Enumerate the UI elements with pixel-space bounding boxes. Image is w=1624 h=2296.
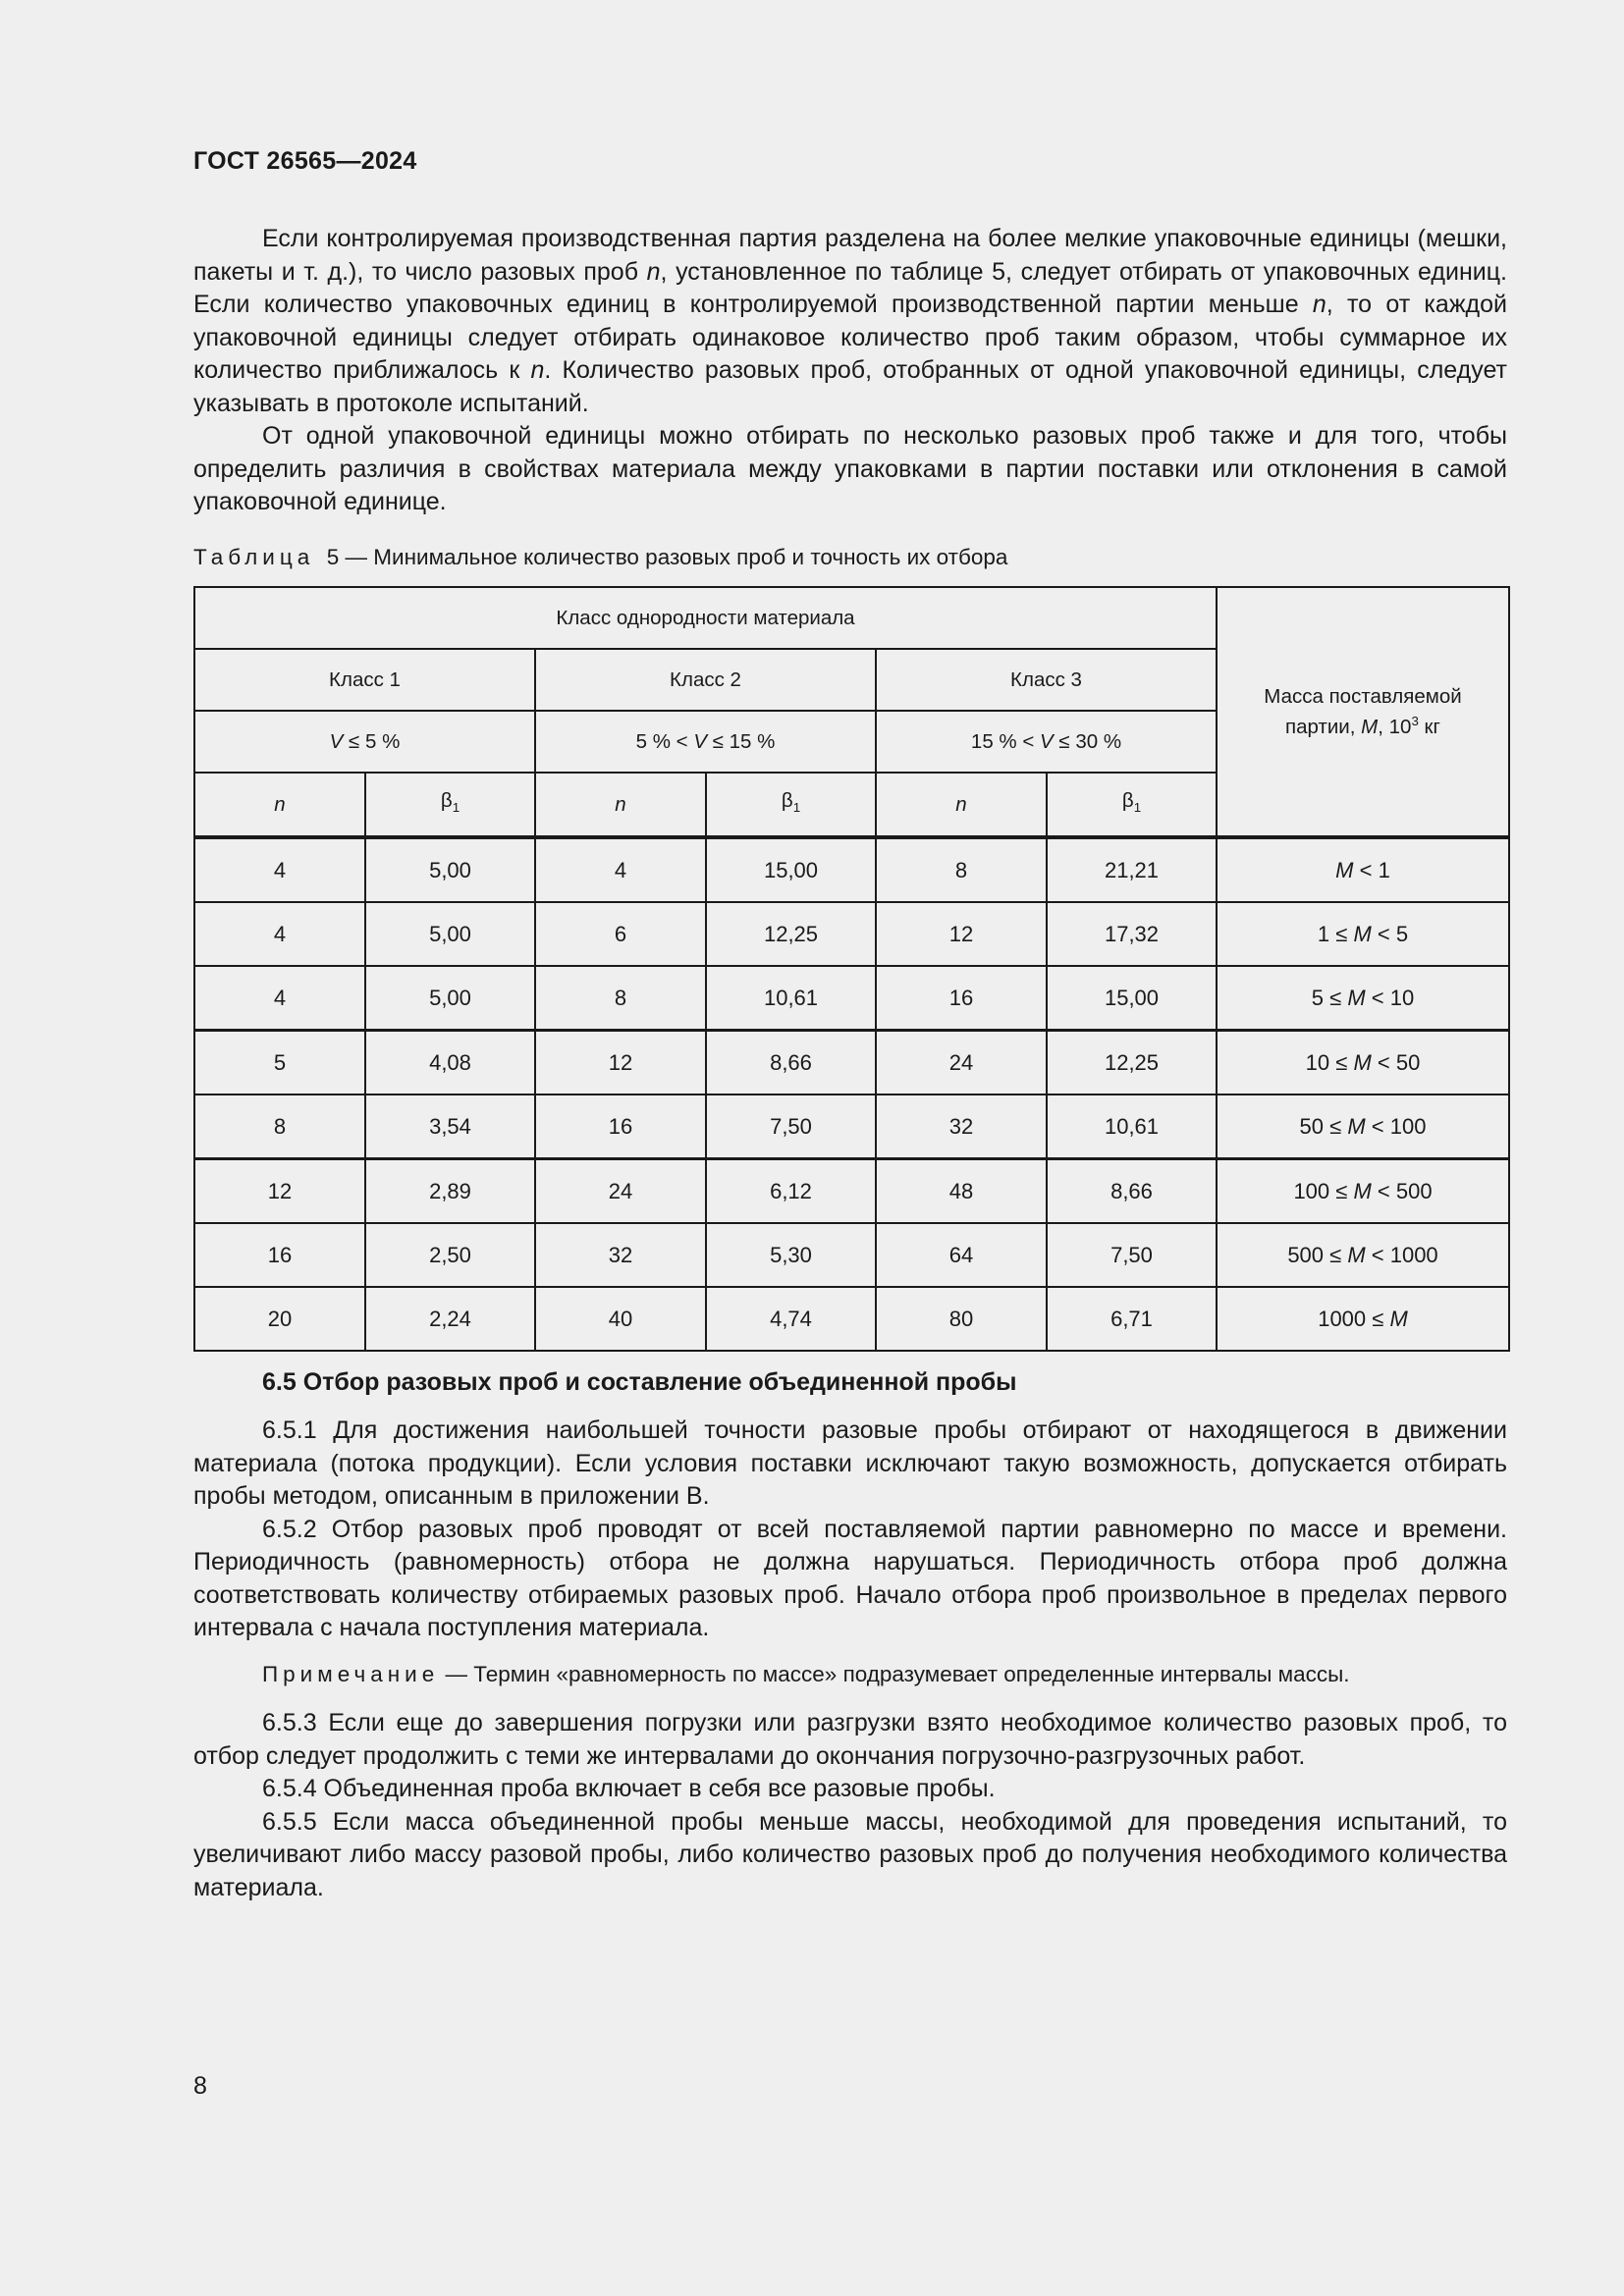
cell-b1: 2,89 (365, 1159, 535, 1224)
paragraph-6-5-4: 6.5.4 Объединенная проба включает в себя все разовые пробы. (262, 1775, 996, 1802)
cell-n2: 12 (535, 1031, 706, 1095)
cell-b1: 2,24 (365, 1287, 535, 1351)
table-row (194, 966, 1509, 1031)
cell-b3: 7,50 (1047, 1223, 1217, 1287)
header-n-1: n (194, 773, 365, 837)
cell-b3: 17,32 (1047, 902, 1217, 966)
cell-mass: 500 ≤ M < 1000 (1217, 1223, 1509, 1287)
section-text-a (193, 1415, 1507, 1645)
cell-mass: 100 ≤ M < 500 (1217, 1159, 1509, 1224)
paragraph-6-5-1: 6.5.1 Для достижения наибольшей точности разовые пробы отбирают от находящегося в движении материала (потока продукции). Если условия поставки исключают такую возможность, допускается отбирать пробы методом, описанным в приложении В. (193, 1416, 1507, 1510)
cell-b2: 4,74 (706, 1287, 876, 1351)
paragraph-6-5-5: 6.5.5 Если масса объединенной пробы меньше массы, необходимой для проведения испытаний, то увеличивают либо массу разовой пробы, либо количество разовых проб до получения необходимого количества материала. (193, 1807, 1507, 1901)
cell-b2: 5,30 (706, 1223, 876, 1287)
cell-n1: 8 (194, 1095, 365, 1159)
cell-mass: M < 1 (1217, 837, 1509, 902)
cell-n3: 24 (876, 1031, 1047, 1095)
header-range-2: 5 % < V ≤ 15 % (535, 711, 876, 773)
cell-b1: 2,50 (365, 1223, 535, 1287)
sampling-table (193, 586, 1510, 1352)
cell-mass: 5 ≤ M < 10 (1217, 966, 1509, 1031)
header-n-3: n (876, 773, 1047, 837)
cell-b1: 5,00 (365, 837, 535, 902)
cell-n3: 16 (876, 966, 1047, 1031)
cell-b3: 21,21 (1047, 837, 1217, 902)
cell-b1: 4,08 (365, 1031, 535, 1095)
section-title: 6.5 Отбор разовых проб и составление объединенной пробы (262, 1368, 1017, 1396)
document-header: ГОСТ 26565—2024 (193, 147, 417, 175)
cell-b3: 15,00 (1047, 966, 1217, 1031)
header-class-1: Класс 1 (194, 649, 535, 711)
header-n-2: n (535, 773, 706, 837)
table-row (194, 1223, 1509, 1287)
cell-n3: 64 (876, 1223, 1047, 1287)
cell-n1: 5 (194, 1031, 365, 1095)
cell-n1: 16 (194, 1223, 365, 1287)
cell-b2: 6,12 (706, 1159, 876, 1224)
cell-b2: 8,66 (706, 1031, 876, 1095)
table-row (194, 1095, 1509, 1159)
intro-paragraph-2: От одной упаковочной единицы можно отбирать по несколько разовых проб также и для того, чтобы определить различия в свойствах материала между упаковками в партии поставки или отклонения в самой упаковочной единице. (193, 422, 1507, 515)
cell-mass: 1 ≤ M < 5 (1217, 902, 1509, 966)
header-class-2: Класс 2 (535, 649, 876, 711)
table-row (194, 837, 1509, 902)
cell-b1: 5,00 (365, 902, 535, 966)
cell-b2: 15,00 (706, 837, 876, 902)
intro-text (193, 223, 1507, 519)
table-row (194, 1287, 1509, 1351)
cell-b2: 7,50 (706, 1095, 876, 1159)
cell-b3: 8,66 (1047, 1159, 1217, 1224)
cell-mass: 50 ≤ M < 100 (1217, 1095, 1509, 1159)
cell-n2: 32 (535, 1223, 706, 1287)
header-homogeneity-class: Класс однородности материала (194, 587, 1217, 649)
cell-b3: 6,71 (1047, 1287, 1217, 1351)
note-text: — Термин «равномерность по массе» подразумевает определенные интервалы массы. (439, 1662, 1350, 1686)
cell-n1: 12 (194, 1159, 365, 1224)
header-range-1: V ≤ 5 % (194, 711, 535, 773)
cell-n1: 4 (194, 902, 365, 966)
cell-b3: 12,25 (1047, 1031, 1217, 1095)
note-label: Примечание (262, 1662, 440, 1686)
header-beta-3: $\beta_1$ (1047, 773, 1217, 837)
intro-paragraph-1: Если контролируемая производственная партия разделена на более мелкие упаковочные единицы (мешки, пакеты и т. д.), то число разовых проб n, установленное по таблице 5, следует отбирать от упаковочных единиц. Если количество упаковочных единиц в контролируемой производственной партии меньше n, то от каждой упаковочной единицы следует отбирать одинаковое количество проб таким образом, чтобы суммарное их количество приближалось к n. Количество разовых проб, отобранных от одной упаковочной единицы, следует указывать в протоколе испытаний. (193, 225, 1507, 417)
header-beta-2: $\beta_1$ (706, 773, 876, 837)
cell-n2: 8 (535, 966, 706, 1031)
note (262, 1662, 1350, 1687)
cell-n2: 4 (535, 837, 706, 902)
cell-n3: 12 (876, 902, 1047, 966)
cell-n2: 24 (535, 1159, 706, 1224)
header-range-3: 15 % < V ≤ 30 % (876, 711, 1217, 773)
cell-n2: 40 (535, 1287, 706, 1351)
paragraph-6-5-3: 6.5.3 Если еще до завершения погрузки или разгрузки взято необходимое количество разовых проб, то отбор следует продолжить с теми же интервалами до окончания погрузочно-разгрузочных работ. (193, 1709, 1507, 1770)
header-batch-mass: Масса поставляемой партии, M, $10^3$ кг (1217, 587, 1509, 837)
table-row (194, 1159, 1509, 1224)
cell-n3: 48 (876, 1159, 1047, 1224)
cell-n1: 4 (194, 966, 365, 1031)
cell-mass: 10 ≤ M < 50 (1217, 1031, 1509, 1095)
table-caption: Таблица 5 — Минимальное количество разовых проб и точность их отбора (193, 545, 1008, 569)
cell-b1: 5,00 (365, 966, 535, 1031)
cell-n2: 16 (535, 1095, 706, 1159)
paragraph-6-5-2: 6.5.2 Отбор разовых проб проводят от всей поставляемой партии равномерно по массе и времени. Периодичность (равномерность) отбора не должна нарушаться. Периодичность отбора проб должна соответствовать количеству отбираемых разовых проб. Начало отбора проб произвольное в пределах первого интервала с начала поступления материала. (193, 1515, 1507, 1641)
cell-n3: 32 (876, 1095, 1047, 1159)
header-class-3: Класс 3 (876, 649, 1217, 711)
cell-b2: 12,25 (706, 902, 876, 966)
header-beta-1: $\beta_1$ (365, 773, 535, 837)
cell-n2: 6 (535, 902, 706, 966)
cell-n3: 80 (876, 1287, 1047, 1351)
cell-b1: 3,54 (365, 1095, 535, 1159)
page-number: 8 (193, 2072, 207, 2100)
table-header-row (194, 587, 1509, 649)
cell-n1: 4 (194, 837, 365, 902)
cell-b3: 10,61 (1047, 1095, 1217, 1159)
cell-mass: 1000 ≤ M (1217, 1287, 1509, 1351)
cell-n1: 20 (194, 1287, 365, 1351)
table-row (194, 1031, 1509, 1095)
cell-n3: 8 (876, 837, 1047, 902)
cell-b2: 10,61 (706, 966, 876, 1031)
section-text-b (193, 1707, 1507, 1904)
table-row (194, 902, 1509, 966)
